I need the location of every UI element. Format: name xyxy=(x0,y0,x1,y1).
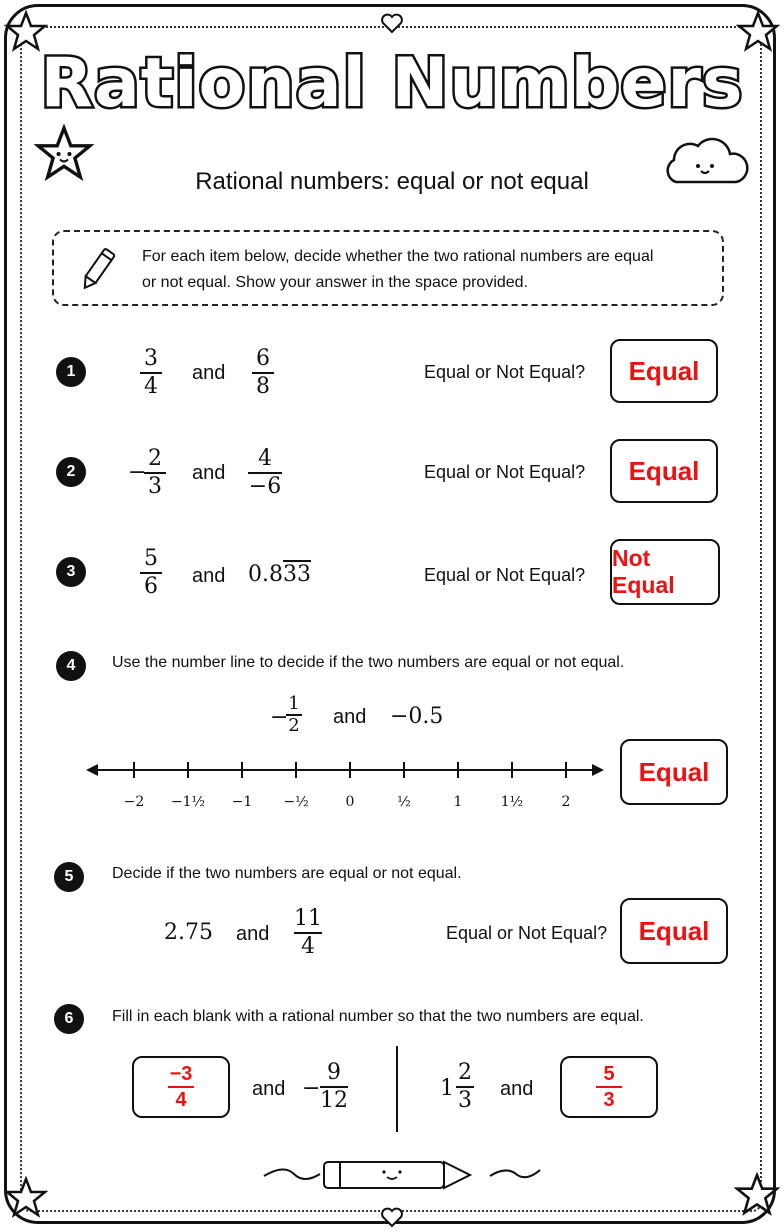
heart-icon xyxy=(380,12,404,34)
minus-sign: − xyxy=(128,460,147,485)
numerator: 1 xyxy=(288,693,300,714)
fraction-a xyxy=(140,546,162,600)
and-label: and xyxy=(236,923,270,945)
question-number: 4 xyxy=(56,651,86,681)
instructions-line: For each item below, decide whether the two rational numbers are equal xyxy=(142,248,654,265)
minus-sign: − xyxy=(270,705,289,730)
red-fraction xyxy=(596,1062,622,1112)
answer-box-left[interactable] xyxy=(132,1056,230,1118)
question-number: 6 xyxy=(54,1004,84,1034)
question-prompt: Fill in each blank with a rational number so that the two numbers are equal. xyxy=(112,1008,644,1025)
question-number: 1 xyxy=(56,357,86,387)
answer-box[interactable]: Equal xyxy=(620,739,728,805)
denominator: −6 xyxy=(248,474,282,499)
tick-label: −1½ xyxy=(170,794,206,810)
numerator: −3 xyxy=(169,1063,193,1085)
numerator: 5 xyxy=(144,546,158,571)
question-number: 5 xyxy=(54,862,84,892)
question-prompt: Use the number line to decide if the two numbers are equal or not equal. xyxy=(112,654,625,671)
numerator: 2 xyxy=(458,1060,472,1085)
tick-label: −1 xyxy=(231,794,253,810)
denominator: 4 xyxy=(144,374,158,399)
denominator: 4 xyxy=(301,934,315,959)
star-icon xyxy=(734,1172,780,1218)
numerator: 3 xyxy=(144,346,158,371)
question-number: 2 xyxy=(56,457,86,487)
question-label: Equal or Not Equal? xyxy=(424,362,586,382)
tick-label: 2 xyxy=(561,794,571,810)
and-label: and xyxy=(192,462,226,484)
instructions-line: or not equal. Show your answer in the space provided. xyxy=(142,274,529,291)
answer-box[interactable]: Not Equal xyxy=(610,539,720,605)
fraction-b xyxy=(248,446,282,500)
fraction xyxy=(320,1060,348,1114)
fraction-a xyxy=(286,694,302,736)
and-label: and xyxy=(192,565,226,587)
denominator: 3 xyxy=(603,1089,615,1111)
denominator: 8 xyxy=(256,374,270,399)
fraction xyxy=(456,1060,474,1114)
numerator: 11 xyxy=(294,906,322,931)
denominator: 6 xyxy=(144,574,158,599)
denominator: 12 xyxy=(320,1088,348,1113)
question-label: Equal or Not Equal? xyxy=(424,462,586,482)
instructions-text xyxy=(142,244,702,296)
repeating-digit: 3 xyxy=(297,562,311,587)
heart-icon xyxy=(380,1206,404,1228)
pencil-icon xyxy=(244,1148,554,1192)
decimal-part: 0.8 xyxy=(248,562,283,587)
and-label: and xyxy=(333,706,367,728)
page-title: Rational Numbers xyxy=(40,44,744,123)
fraction-b xyxy=(252,346,274,400)
denominator: 3 xyxy=(458,1088,472,1113)
numerator: 2 xyxy=(148,446,162,471)
numerator: 5 xyxy=(603,1063,615,1085)
tick-label: 0 xyxy=(345,794,355,810)
red-fraction xyxy=(168,1062,194,1112)
numerator: 9 xyxy=(327,1060,341,1085)
answer-box[interactable]: Equal xyxy=(620,898,728,964)
question-prompt: Decide if the two numbers are equal or not equal. xyxy=(112,865,462,882)
and-label: and xyxy=(252,1078,286,1100)
tick-label: ½ xyxy=(397,794,411,810)
denominator: 4 xyxy=(175,1089,187,1111)
number-line xyxy=(84,756,608,786)
star-icon xyxy=(4,1176,48,1220)
numerator: 4 xyxy=(258,446,272,471)
whole-number: 1 xyxy=(440,1076,454,1101)
divider xyxy=(396,1046,398,1132)
answer-box[interactable]: Equal xyxy=(610,339,718,403)
denominator: 3 xyxy=(148,474,162,499)
page-inner-border xyxy=(20,26,762,1212)
minus-sign: − xyxy=(302,1076,321,1101)
repeating-digit: 3 xyxy=(283,562,297,587)
answer-box-right[interactable] xyxy=(560,1056,658,1118)
answer-box[interactable]: Equal xyxy=(610,439,718,503)
decimal-value: 2.75 xyxy=(164,920,213,945)
denominator: 2 xyxy=(288,715,300,736)
numerator: 6 xyxy=(256,346,270,371)
tick-label: −½ xyxy=(283,794,309,810)
decimal-value: −0.5 xyxy=(390,704,444,729)
and-label: and xyxy=(500,1078,534,1100)
tick-label: 1½ xyxy=(500,794,524,810)
tick-label: 1 xyxy=(453,794,463,810)
question-number: 3 xyxy=(56,557,86,587)
fraction-a xyxy=(140,346,162,400)
pencil-icon xyxy=(78,244,118,294)
page-subtitle: Rational numbers: equal or not equal xyxy=(195,168,589,195)
fraction-a xyxy=(144,446,166,500)
question-label: Equal or Not Equal? xyxy=(446,923,608,943)
repeating-decimal xyxy=(248,562,311,587)
tick-label: −2 xyxy=(123,794,145,810)
fraction-b xyxy=(294,906,322,960)
question-label: Equal or Not Equal? xyxy=(424,565,586,585)
and-label: and xyxy=(192,362,226,384)
